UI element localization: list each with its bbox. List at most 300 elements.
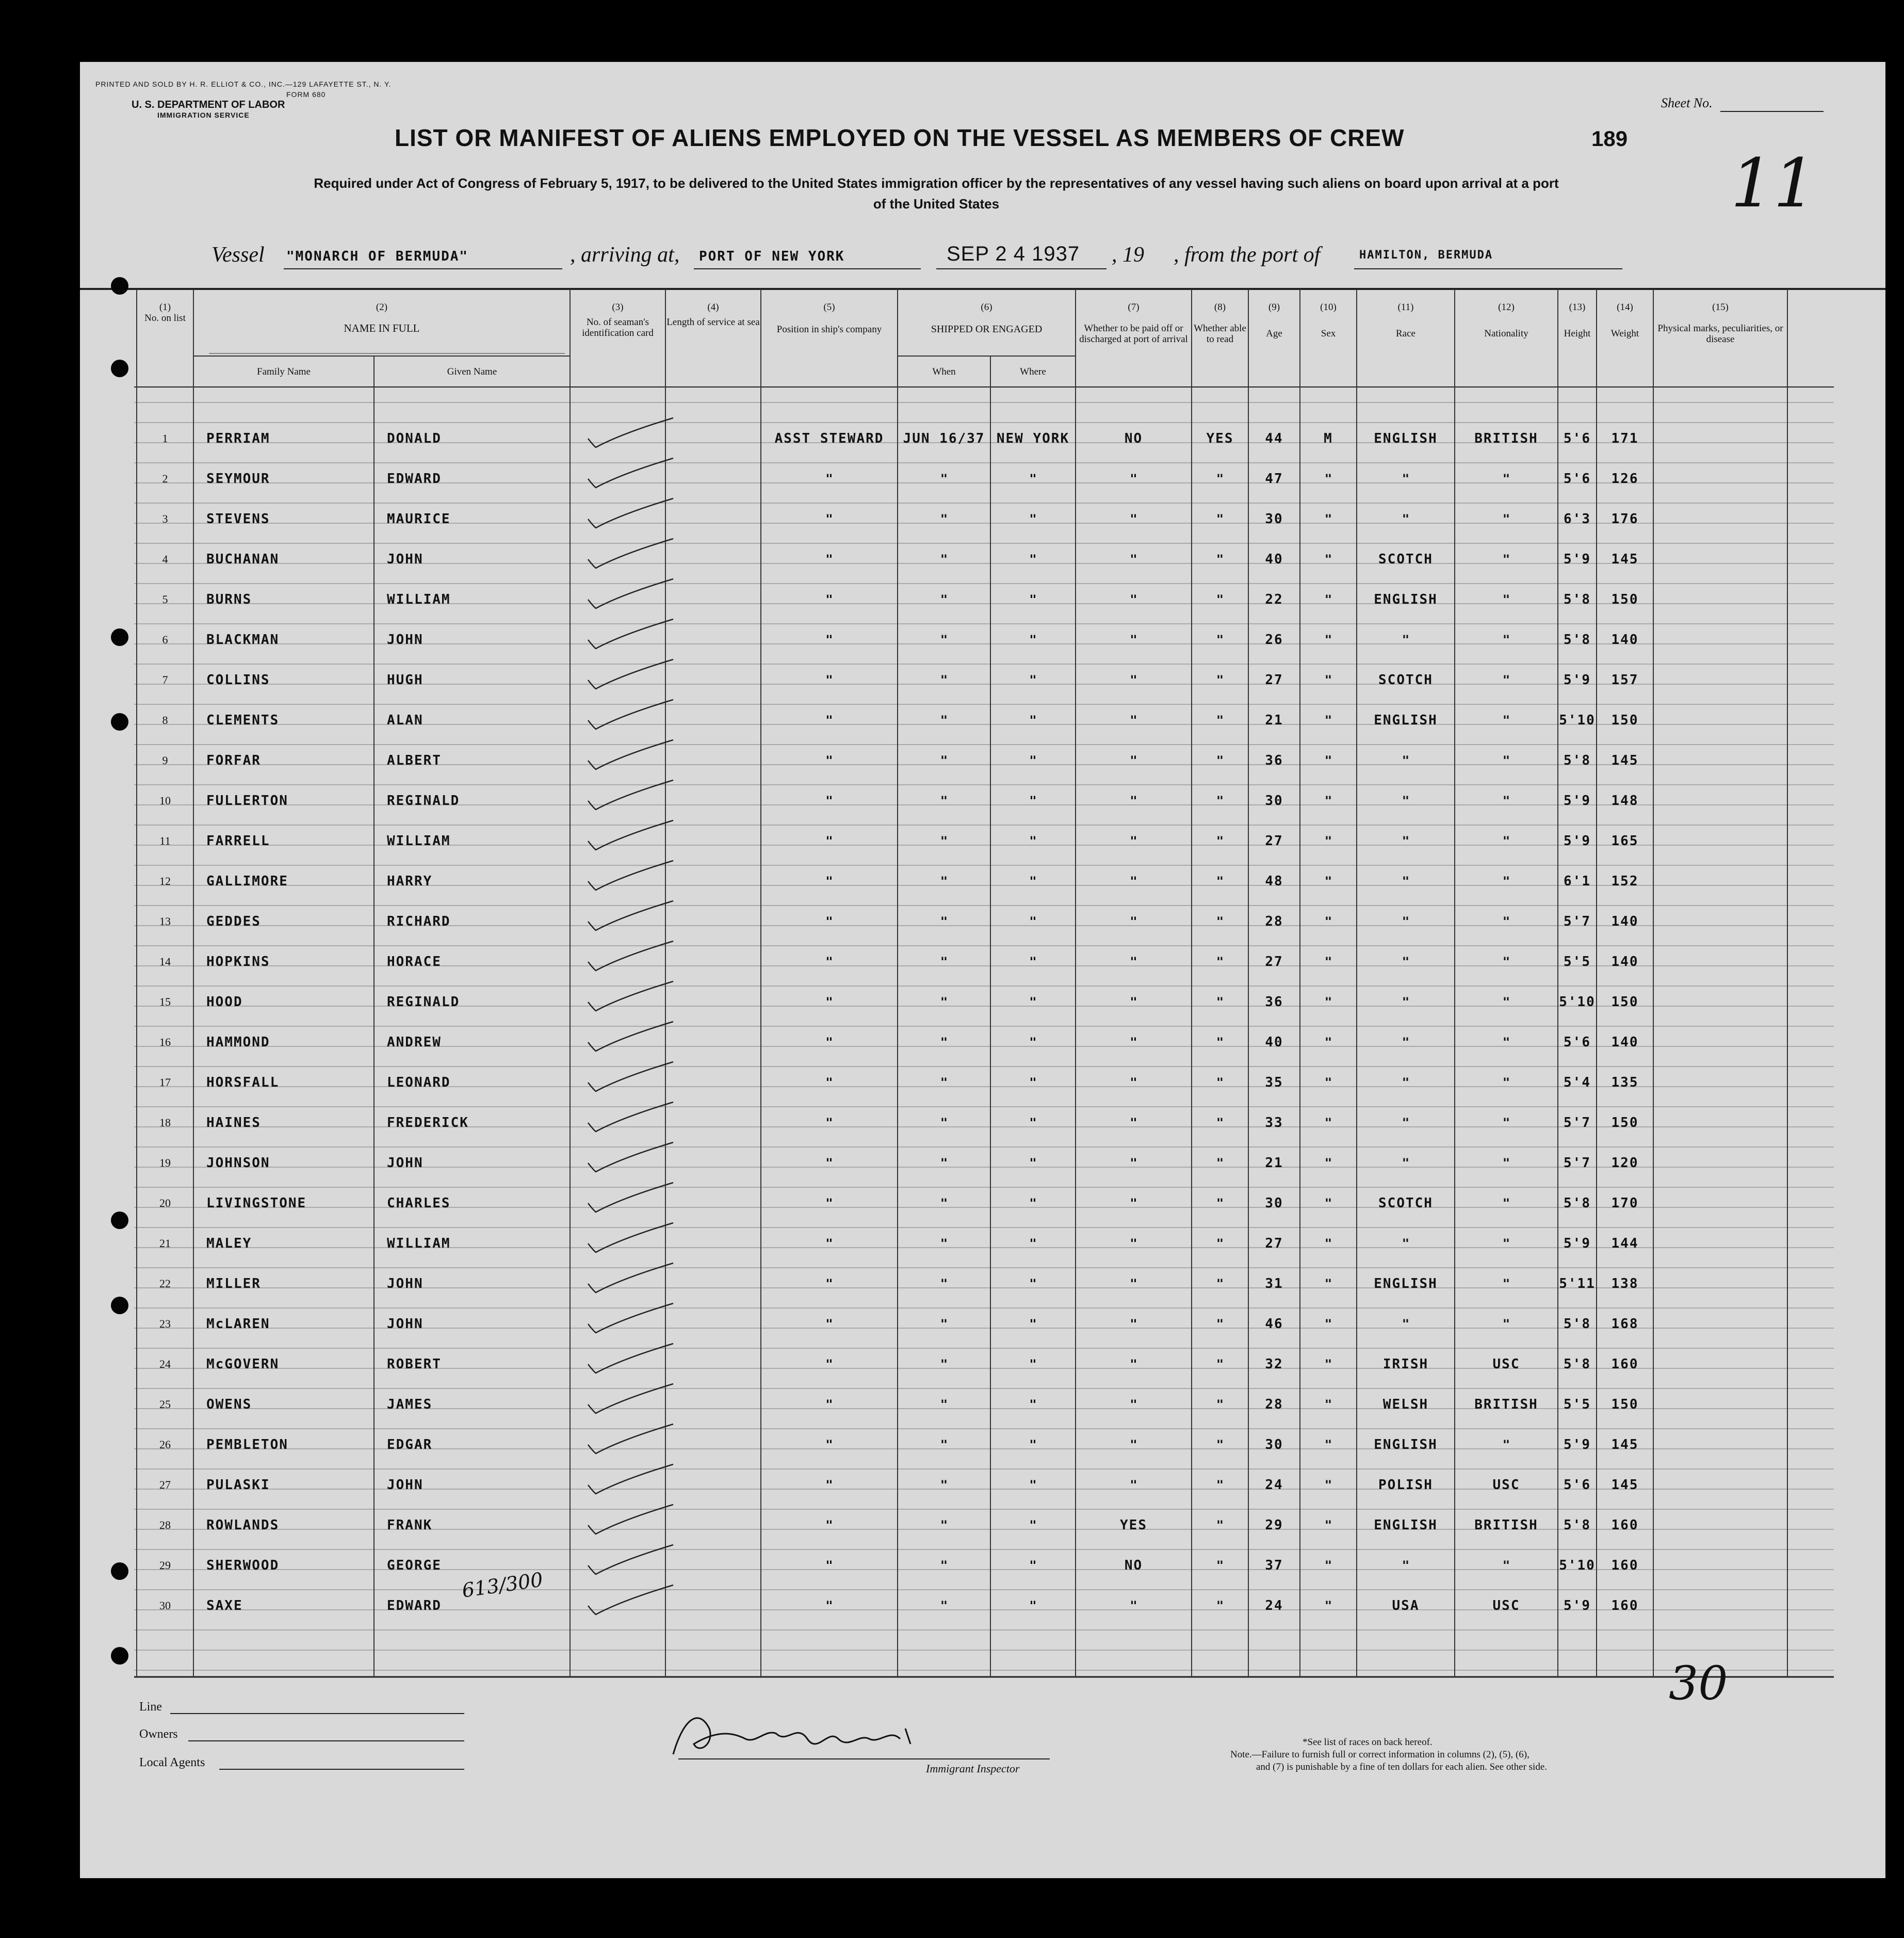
- cell-shipped-where: ": [1029, 1558, 1037, 1573]
- cell-shipped-when: ": [940, 1156, 948, 1170]
- cell-family-name: PULASKI: [206, 1477, 270, 1493]
- cell-able-to-read: ": [1216, 955, 1224, 969]
- cell-weight: 135: [1611, 1075, 1639, 1090]
- cell-height: 5'9: [1564, 1598, 1591, 1613]
- cell-shipped-when: ": [940, 753, 948, 768]
- year-label: , 19: [1112, 243, 1144, 267]
- checkmark-icon: [588, 579, 673, 608]
- printer-line: PRINTED AND SOLD BY H. R. ELLIOT & CO., INC.—129 LAFAYETTE ST., N. Y.: [95, 80, 392, 88]
- cell-shipped-when: ": [940, 955, 948, 969]
- cell-shipped-when: ": [940, 995, 948, 1009]
- cell-shipped-where: ": [1029, 633, 1037, 647]
- cell-race: ": [1402, 472, 1410, 486]
- checkmark-icon: [588, 901, 673, 930]
- cell-nationality: ": [1502, 1116, 1510, 1130]
- cell-row-number: 8: [162, 714, 168, 726]
- col-shipped-when-header: When: [932, 366, 956, 377]
- cell-nationality: ": [1502, 753, 1510, 768]
- cell-given-name: ALAN: [387, 713, 424, 728]
- cell-age: 24: [1265, 1477, 1283, 1493]
- cell-row-number: 17: [159, 1076, 171, 1089]
- col-given-name-header: Given Name: [447, 366, 497, 377]
- races-note: *See list of races on back hereof.: [1303, 1737, 1433, 1748]
- cell-shipped-where: ": [1029, 1478, 1037, 1492]
- cell-family-name: MALEY: [206, 1236, 252, 1251]
- cell-nationality: ": [1502, 1196, 1510, 1210]
- checkmark-icon: [588, 1022, 673, 1051]
- cell-shipped-where: ": [1029, 552, 1037, 567]
- cell-paid-off: ": [1130, 794, 1137, 808]
- cell-paid-off: ": [1130, 1156, 1137, 1170]
- cell-nationality: ": [1502, 794, 1510, 808]
- checkmark-icon: [588, 780, 673, 810]
- cell-shipped-when: ": [940, 1236, 948, 1251]
- cell-sex: ": [1324, 1196, 1332, 1210]
- total-count-annotation: 30: [1669, 1656, 1728, 1710]
- cell-shipped-when: ": [940, 1598, 948, 1613]
- penalty-note-line-1: Note.—Failure to furnish full or correct information in columns (2), (5), (6),: [1230, 1749, 1529, 1760]
- cell-given-name: JOHN: [387, 1316, 424, 1332]
- cell-race: ENGLISH: [1374, 1276, 1438, 1291]
- cell-race: ENGLISH: [1374, 1517, 1438, 1533]
- cell-able-to-read: ": [1216, 1397, 1224, 1412]
- cell-sex: ": [1324, 633, 1332, 647]
- cell-row-number: 29: [159, 1559, 171, 1572]
- cell-family-name: FULLERTON: [206, 793, 288, 809]
- cell-given-name: REGINALD: [387, 793, 460, 809]
- cell-race: ": [1402, 1317, 1410, 1331]
- col-id-card-header: (3) No. of seaman's identification card: [582, 302, 654, 338]
- cell-weight: 150: [1611, 713, 1639, 728]
- cell-row-number: 6: [162, 633, 168, 646]
- cell-sex: ": [1324, 673, 1332, 687]
- cell-position: ": [825, 592, 833, 607]
- col-sex-header: (10) Sex: [1320, 302, 1337, 339]
- cell-family-name: MILLER: [206, 1276, 261, 1291]
- cell-row-number: 11: [159, 834, 171, 847]
- cell-shipped-where: ": [1029, 1277, 1037, 1291]
- cell-position: ": [825, 1478, 833, 1492]
- cell-age: 22: [1265, 592, 1283, 607]
- cell-able-to-read: ": [1216, 1598, 1224, 1613]
- cell-shipped-when: ": [940, 1558, 948, 1573]
- col-number-header: (1) No. on list: [144, 302, 186, 324]
- cell-weight: 140: [1611, 632, 1639, 648]
- checkmark-icon: [588, 981, 673, 1011]
- cell-nationality: ": [1502, 995, 1510, 1009]
- cell-row-number: 24: [159, 1358, 171, 1370]
- cell-shipped-where: ": [1029, 1438, 1037, 1452]
- col-paid-off-header: (7) Whether to be paid off or discharged at port of arrival: [1079, 302, 1188, 345]
- cell-height: 5'6: [1564, 1477, 1591, 1493]
- cell-weight: 140: [1611, 954, 1639, 970]
- cell-position: ": [825, 1317, 833, 1331]
- cell-race: ": [1402, 1035, 1410, 1049]
- cell-shipped-when: ": [940, 1075, 948, 1090]
- manifest-sheet: [80, 62, 1885, 1878]
- cell-race: ": [1402, 1116, 1410, 1130]
- cell-able-to-read: ": [1216, 834, 1224, 848]
- page-title: LIST OR MANIFEST OF ALIENS EMPLOYED ON THE VESSEL AS MEMBERS OF CREW: [395, 124, 1405, 151]
- sheet-no-label: Sheet No.: [1661, 95, 1713, 110]
- line-label: Line: [139, 1700, 162, 1714]
- cell-sex: ": [1324, 552, 1332, 567]
- cell-nationality: ": [1502, 512, 1510, 526]
- checkmark-icon: [588, 740, 673, 769]
- cell-height: 5'9: [1564, 672, 1591, 688]
- col-shipped-where-header: Where: [1020, 366, 1046, 377]
- cell-paid-off: ": [1130, 1116, 1137, 1130]
- cell-given-name: DONALD: [387, 431, 442, 446]
- cell-shipped-when: ": [940, 1196, 948, 1210]
- cell-able-to-read: ": [1216, 1317, 1224, 1331]
- arriving-label: , arriving at,: [570, 243, 680, 267]
- cell-race: ": [1402, 834, 1410, 848]
- cell-position: ": [825, 1558, 833, 1573]
- cell-given-name: ALBERT: [387, 753, 442, 768]
- cell-given-name: EDWARD: [387, 1598, 442, 1613]
- subtitle-line-2: of the United States: [873, 196, 1000, 212]
- vessel-name: "MONARCH OF BERMUDA": [286, 249, 469, 264]
- cell-height: 5'8: [1564, 1517, 1591, 1533]
- handwritten-sheet-number: 11: [1731, 144, 1816, 222]
- departure-port: HAMILTON, BERMUDA: [1359, 249, 1493, 262]
- cell-race: ": [1402, 955, 1410, 969]
- owners-label: Owners: [139, 1727, 178, 1741]
- cell-paid-off: ": [1130, 1317, 1137, 1331]
- cell-race: ": [1402, 633, 1410, 647]
- cell-weight: 148: [1611, 793, 1639, 809]
- cell-paid-off: ": [1130, 1598, 1137, 1613]
- cell-position: ": [825, 1196, 833, 1210]
- cell-position: ": [825, 1598, 833, 1613]
- cell-paid-off: ": [1130, 1236, 1137, 1251]
- punch-hole: [111, 713, 128, 731]
- cell-shipped-where: ": [1029, 1518, 1037, 1532]
- cell-row-number: 26: [159, 1438, 171, 1451]
- cell-paid-off: ": [1130, 1397, 1137, 1412]
- cell-nationality: ": [1502, 1277, 1510, 1291]
- cell-paid-off: ": [1130, 552, 1137, 567]
- checkmark-icon: [588, 1263, 673, 1293]
- cell-weight: 157: [1611, 672, 1639, 688]
- cell-race: ": [1402, 753, 1410, 768]
- cell-given-name: ROBERT: [387, 1356, 442, 1372]
- cell-paid-off: ": [1130, 472, 1137, 486]
- cell-position: ": [825, 673, 833, 687]
- cell-able-to-read: ": [1216, 1236, 1224, 1251]
- cell-shipped-where: ": [1029, 1397, 1037, 1412]
- cell-row-number: 27: [159, 1478, 171, 1491]
- cell-height: 6'1: [1564, 874, 1591, 889]
- col-physical-marks-header: (15) Physical marks, peculiarities, or disease: [1657, 302, 1783, 345]
- cell-family-name: ROWLANDS: [206, 1517, 280, 1533]
- punch-hole: [111, 360, 128, 377]
- cell-position: ": [825, 552, 833, 567]
- cell-weight: 150: [1611, 1397, 1639, 1412]
- cell-weight: 150: [1611, 1115, 1639, 1130]
- cell-sex: ": [1324, 1478, 1332, 1492]
- col-read-header: (8) Whether able to read: [1194, 302, 1246, 345]
- cell-given-name: WILLIAM: [387, 1236, 451, 1251]
- cell-paid-off: ": [1130, 512, 1137, 526]
- cell-race: ": [1402, 1075, 1410, 1090]
- cell-row-number: 15: [159, 995, 171, 1008]
- cell-paid-off: ": [1130, 995, 1137, 1009]
- cell-family-name: PEMBLETON: [206, 1437, 288, 1452]
- cell-given-name: HARRY: [387, 874, 433, 889]
- punch-hole: [111, 1562, 128, 1580]
- checkmark-icon: [588, 1223, 673, 1252]
- cell-height: 5'9: [1564, 793, 1591, 809]
- cell-race: SCOTCH: [1378, 1196, 1433, 1211]
- cell-height: 5'6: [1564, 471, 1591, 487]
- cell-shipped-when: ": [940, 592, 948, 607]
- cell-age: 35: [1265, 1075, 1283, 1090]
- cell-nationality: USC: [1492, 1598, 1520, 1613]
- cell-shipped-where: ": [1029, 753, 1037, 768]
- cell-nationality: ": [1502, 472, 1510, 486]
- cell-nationality: ": [1502, 1035, 1510, 1049]
- cell-family-name: McGOVERN: [206, 1356, 280, 1372]
- cell-age: 37: [1265, 1558, 1283, 1573]
- cell-shipped-when: ": [940, 1116, 948, 1130]
- checkmark-icon: [588, 619, 673, 649]
- cell-shipped-when: ": [940, 1397, 948, 1412]
- cell-sex: ": [1324, 1518, 1332, 1532]
- cell-age: 28: [1265, 914, 1283, 929]
- cell-height: 5'9: [1564, 833, 1591, 849]
- cell-shipped-when: ": [940, 1438, 948, 1452]
- crew-table: [80, 62, 1885, 1878]
- cell-family-name: HOPKINS: [206, 954, 270, 970]
- checkmark-icon: [588, 1062, 673, 1091]
- checkmark-icon: [588, 659, 673, 689]
- cell-nationality: BRITISH: [1474, 1397, 1538, 1412]
- cell-given-name: JOHN: [387, 632, 424, 648]
- cell-position: ": [825, 1035, 833, 1049]
- cell-nationality: ": [1502, 955, 1510, 969]
- cell-age: 30: [1265, 1437, 1283, 1452]
- cell-able-to-read: ": [1216, 592, 1224, 607]
- checkmark-icon: [588, 861, 673, 890]
- cell-shipped-when: ": [940, 834, 948, 848]
- checkmark-icon: [588, 1303, 673, 1333]
- cell-able-to-read: ": [1216, 1075, 1224, 1090]
- cell-paid-off: ": [1130, 753, 1137, 768]
- cell-paid-off: ": [1130, 914, 1137, 929]
- cell-row-number: 16: [159, 1036, 171, 1048]
- checkmark-icon: [588, 498, 673, 528]
- cell-age: 31: [1265, 1276, 1283, 1291]
- cell-shipped-when: JUN 16/37: [903, 431, 985, 446]
- cell-shipped-where: ": [1029, 1075, 1037, 1090]
- cell-weight: 145: [1611, 753, 1639, 768]
- cell-weight: 160: [1611, 1356, 1639, 1372]
- cell-weight: 170: [1611, 1196, 1639, 1211]
- cell-height: 5'7: [1564, 1115, 1591, 1130]
- cell-position: ": [825, 874, 833, 889]
- cell-height: 6'3: [1564, 511, 1591, 527]
- cell-family-name: CLEMENTS: [206, 713, 280, 728]
- cell-shipped-where: ": [1029, 1196, 1037, 1210]
- cell-row-number: 14: [159, 955, 171, 968]
- cell-given-name: EDWARD: [387, 471, 442, 487]
- cell-nationality: BRITISH: [1474, 431, 1538, 446]
- cell-race: ": [1402, 794, 1410, 808]
- cell-height: 5'10: [1559, 713, 1596, 728]
- cell-sex: ": [1324, 512, 1332, 526]
- cell-race: ENGLISH: [1374, 713, 1438, 728]
- cell-weight: 152: [1611, 874, 1639, 889]
- cell-nationality: ": [1502, 914, 1510, 929]
- cell-sex: ": [1324, 1035, 1332, 1049]
- cell-able-to-read: ": [1216, 1518, 1224, 1532]
- footer-notes: [1230, 1736, 1746, 1773]
- cell-paid-off: YES: [1120, 1517, 1147, 1533]
- vessel-label: Vessel: [211, 243, 265, 267]
- cell-position: ": [825, 633, 833, 647]
- cell-shipped-where: ": [1029, 1156, 1037, 1170]
- cell-race: USA: [1392, 1598, 1420, 1613]
- cell-paid-off: ": [1130, 834, 1137, 848]
- cell-paid-off: ": [1130, 874, 1137, 889]
- cell-sex: ": [1324, 1277, 1332, 1291]
- cell-shipped-when: ": [940, 472, 948, 486]
- cell-shipped-when: ": [940, 1035, 948, 1049]
- cell-paid-off: ": [1130, 633, 1137, 647]
- col-family-name-header: Family Name: [257, 366, 311, 377]
- cell-shipped-when: ": [940, 1518, 948, 1532]
- cell-sex: ": [1324, 874, 1332, 889]
- cell-weight: 160: [1611, 1598, 1639, 1613]
- checkmark-icon: [588, 1142, 673, 1172]
- service-name: IMMIGRATION SERVICE: [157, 111, 250, 119]
- cell-weight: 145: [1611, 552, 1639, 567]
- cell-given-name: MAURICE: [387, 511, 451, 527]
- cell-nationality: ": [1502, 834, 1510, 848]
- cell-row-number: 30: [159, 1599, 171, 1612]
- cell-able-to-read: ": [1216, 1357, 1224, 1371]
- cell-shipped-where: ": [1029, 713, 1037, 728]
- cell-nationality: ": [1502, 552, 1510, 567]
- cell-row-number: 22: [159, 1277, 171, 1290]
- checkmark-icon: [588, 1344, 673, 1373]
- checkmark-icon: [588, 941, 673, 971]
- cell-sex: ": [1324, 1558, 1332, 1573]
- checkmark-icon: [588, 1505, 673, 1534]
- cell-paid-off: ": [1130, 1478, 1137, 1492]
- cell-weight: 140: [1611, 1035, 1639, 1050]
- cell-shipped-where: ": [1029, 1116, 1037, 1130]
- cell-age: 40: [1265, 1035, 1283, 1050]
- cell-given-name: JOHN: [387, 552, 424, 567]
- cell-family-name: SAXE: [206, 1598, 243, 1613]
- cell-row-number: 5: [162, 593, 168, 606]
- punch-hole: [111, 1297, 128, 1314]
- cell-sex: ": [1324, 1156, 1332, 1170]
- cell-given-name: JOHN: [387, 1477, 424, 1493]
- col-position-header: (5) Position in ship's company: [776, 302, 882, 335]
- cell-weight: 138: [1611, 1276, 1639, 1291]
- cell-nationality: ": [1502, 874, 1510, 889]
- cell-able-to-read: ": [1216, 1035, 1224, 1049]
- cell-shipped-where: ": [1029, 874, 1037, 889]
- cell-given-name: WILLIAM: [387, 592, 451, 607]
- cell-race: ": [1402, 1558, 1410, 1573]
- punch-hole: [111, 628, 128, 646]
- punch-hole: [111, 1647, 128, 1665]
- cell-height: 5'8: [1564, 632, 1591, 648]
- cell-family-name: LIVINGSTONE: [206, 1196, 307, 1211]
- cell-nationality: ": [1502, 1156, 1510, 1170]
- cell-family-name: HAMMOND: [206, 1035, 270, 1050]
- cell-position: ": [825, 1236, 833, 1251]
- cell-position: ": [825, 713, 833, 728]
- cell-family-name: HOOD: [206, 994, 243, 1010]
- checkmark-icon: [588, 1585, 673, 1614]
- cell-race: ": [1402, 1236, 1410, 1251]
- cell-family-name: SEYMOUR: [206, 471, 270, 487]
- cell-row-number: 13: [159, 915, 171, 928]
- cell-family-name: JOHNSON: [206, 1155, 270, 1171]
- cell-sex: ": [1324, 1317, 1332, 1331]
- cell-age: 48: [1265, 874, 1283, 889]
- cell-shipped-where: ": [1029, 955, 1037, 969]
- cell-nationality: ": [1502, 1558, 1510, 1573]
- cell-row-number: 10: [159, 794, 171, 807]
- cell-height: 5'10: [1559, 1558, 1596, 1573]
- cell-able-to-read: YES: [1206, 431, 1234, 446]
- col-weight-header: (14) Weight: [1610, 302, 1639, 339]
- cell-family-name: GALLIMORE: [206, 874, 288, 889]
- cell-paid-off: ": [1130, 592, 1137, 607]
- cell-able-to-read: ": [1216, 1156, 1224, 1170]
- cell-row-number: 23: [159, 1317, 171, 1330]
- checkmark-icon: [588, 1384, 673, 1413]
- cell-row-number: 9: [162, 754, 168, 767]
- from-label: , from the port of: [1174, 243, 1321, 267]
- cell-able-to-read: ": [1216, 472, 1224, 486]
- cell-position: ": [825, 1277, 833, 1291]
- cell-sex: ": [1324, 472, 1332, 486]
- cell-able-to-read: ": [1216, 552, 1224, 567]
- cell-given-name: HORACE: [387, 954, 442, 970]
- cell-sex: ": [1324, 914, 1332, 929]
- cell-given-name: CHARLES: [387, 1196, 451, 1211]
- cell-paid-off: ": [1130, 1357, 1137, 1371]
- cell-height: 5'4: [1564, 1075, 1591, 1090]
- cell-shipped-where: ": [1029, 1598, 1037, 1613]
- cell-row-number: 19: [159, 1156, 171, 1169]
- cell-nationality: ": [1502, 713, 1510, 728]
- cell-race: WELSH: [1382, 1397, 1429, 1412]
- cell-able-to-read: ": [1216, 1558, 1224, 1573]
- cell-shipped-when: ": [940, 914, 948, 929]
- cell-paid-off: ": [1130, 673, 1137, 687]
- cell-weight: 171: [1611, 431, 1639, 446]
- cell-able-to-read: ": [1216, 1478, 1224, 1492]
- cell-paid-off: ": [1130, 1035, 1137, 1049]
- checkmark-icon: [588, 539, 673, 568]
- cell-shipped-where: ": [1029, 512, 1037, 526]
- cell-shipped-when: ": [940, 1317, 948, 1331]
- cell-height: 5'5: [1564, 1397, 1591, 1412]
- cell-row-number: 2: [162, 472, 168, 485]
- cell-nationality: ": [1502, 592, 1510, 607]
- cell-given-name: FRANK: [387, 1517, 433, 1533]
- cell-row-number: 1: [162, 432, 168, 445]
